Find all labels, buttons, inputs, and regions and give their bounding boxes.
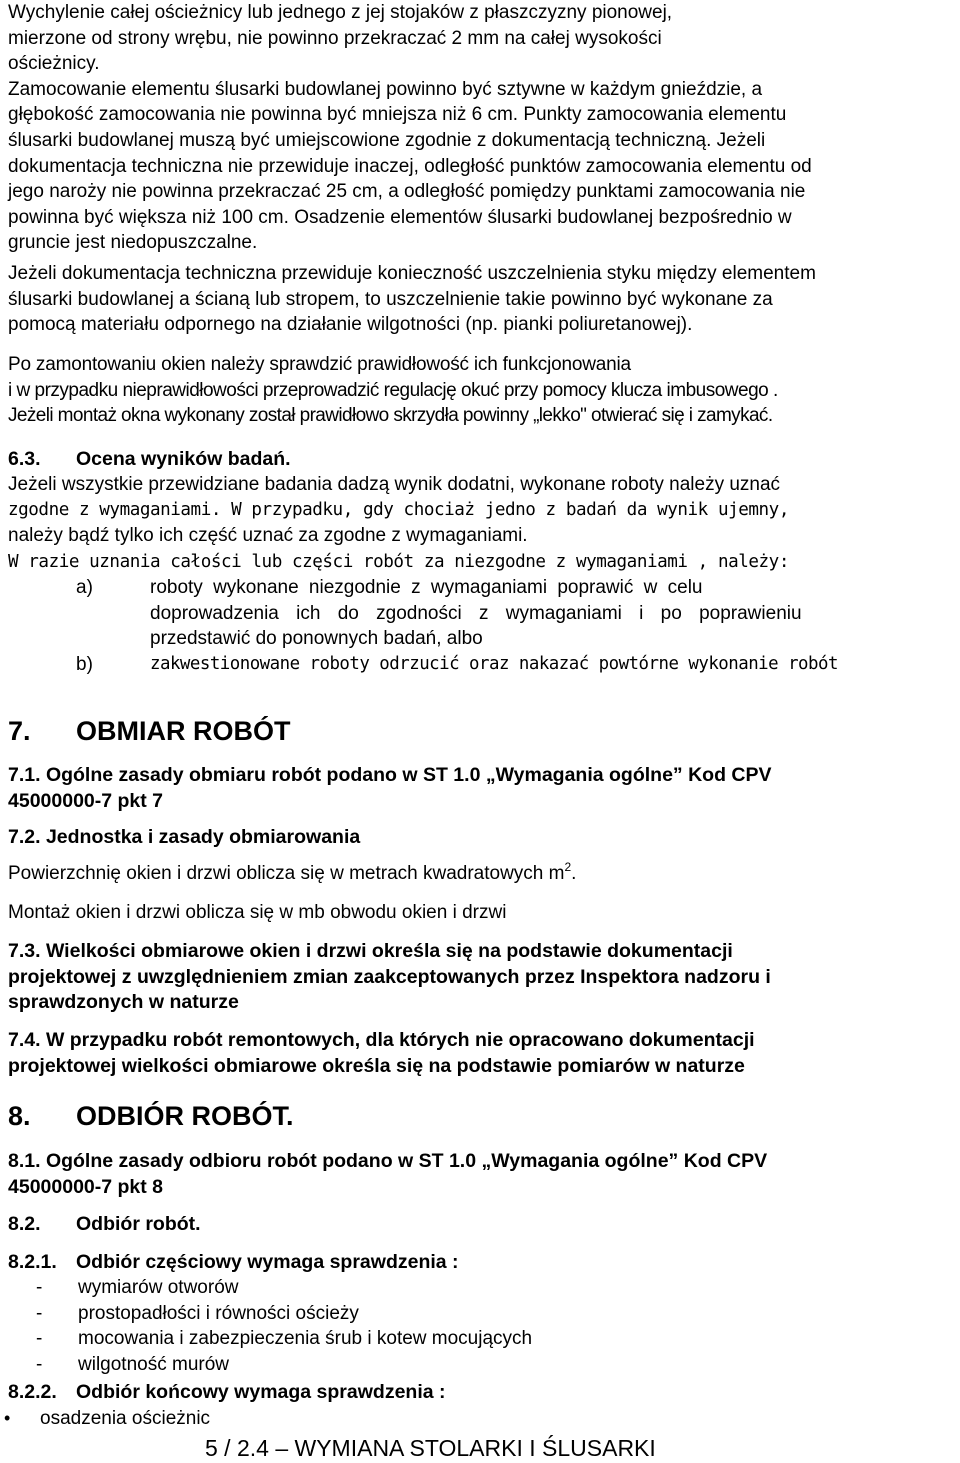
paragraph-frame-tolerance — [8, 0, 948, 256]
text-line: zgodne z wymaganiami. W przypadku, gdy chociaż jedno z badań da wynik ujemny, — [8, 499, 789, 520]
paragraph-area-measure: Powierzchnię okien i drzwi oblicza się w metrach kwadratowych $m^2$. — [8, 860, 577, 884]
section-heading-7-2: 7.2. Jednostka i zasady obmiarowania — [8, 826, 361, 848]
section-heading-8-2-1: 8.2.1. Odbiór częściowy wymaga sprawdzenia : — [8, 1251, 459, 1273]
partial-acceptance-list: - wymiarów otworów - prostopadłości i równości ościeży - mocowania i zabezpieczenia śrub i kotew mocujących - wilgotność murów — [36, 1277, 533, 1375]
paragraph-sealing — [8, 261, 948, 338]
section-heading-8-1: 8.1. Ogólne zasady odbioru robót podano w ST 1.0 „Wymagania ogólne” Kod CPV 45000000-7 pkt 8 — [8, 1150, 768, 1198]
section-heading-8-2-2: 8.2.2. Odbiór końcowy wymaga sprawdzenia : — [8, 1381, 446, 1403]
section-heading-8-2: 8.2. Odbiór robót. — [8, 1213, 201, 1235]
text-line: roboty wykonane niezgodnie z wymaganiami poprawić w celu — [150, 577, 703, 598]
text-line: gruncie jest niedopuszczalne. — [8, 232, 258, 254]
text-line: przedstawić do ponownych badań, albo — [150, 628, 483, 650]
text-line: jego naroży nie powinna przekraczać 25 cm, a odległość pomiędzy punktami zamocowania nie — [8, 181, 806, 203]
chapter-heading-8: 8. ODBIÓR ROBÓT. — [8, 1101, 294, 1131]
bullet-icon: • — [4, 1408, 11, 1428]
text-line: Jeżeli dokumentacja techniczna przewiduje konieczność uszczelnienia styku między elementem — [8, 263, 816, 284]
text-line: Po zamontowaniu okien należy sprawdzić prawidłowość ich funkcjonowania — [8, 354, 631, 375]
paragraph-after-installation — [8, 352, 948, 429]
text-line: Wychylenie całej ościeżnicy lub jednego z jej stojaków z płaszczyzny pionowej, — [8, 2, 673, 23]
text-line: mierzone od strony wrębu, nie powinno przekraczać 2 mm na całej wysokości — [8, 27, 662, 49]
text-line: powinna być większa niż 100 cm. Osadzenie elementów ślusarki budowlanej bezpośrednio w — [8, 206, 792, 228]
text-line: ślusarki budowlanej a ścianą lub stropem, to uszczelnienie takie powinno być wykonane za — [8, 288, 773, 310]
section-heading-6-3: 6.3. Ocena wyników badań. — [8, 448, 291, 470]
chapter-heading-7: 7. OBMIAR ROBÓT — [8, 716, 291, 746]
document-page: Wychylenie całej ościeżnicy lub jednego z jej stojaków z płaszczyzny pionowej, mierzone od strony wrębu, nie powinno przekraczać 2 mm na całej wysokości ościeżnicy. Zamocowanie elementu ślusarki budowlanej powinno być sztywne w każdym gnieździe, a głębokość zamocowania nie powinna być mniejsza niż 6 cm. Punkty zamocowania elementu ślusarki budowlanej muszą być umiejscowione zgodnie z dokumentacją techniczną. Jeżeli dokumentacja techniczna nie przewiduje inaczej, odległość punktów zamocowania elementu od jego naroży nie powinna przekraczać 25 cm, a odległość pomiędzy punktami zamocowania nie powinna być większa niż 100 cm. Osadzenie elementów ślusarki budowlanej bezpośrednio w gruncie jest niedopuszczalne. Jeżeli dokumentacja techniczna przewiduje konieczność uszczelnienia styku między elementem ślusarki budowlanej a ścianą lub stropem, to uszczelnienie takie powinno być wykonane za pomocą materiału odpornego na działanie wilgotności (np. pianki poliuretanowej). Po zamontowaniu okien należy sprawdzić prawidłowość ich funkcjonowania i w przypadku nieprawidłowości przeprowadzić regulację okuć przy pomocy klucza imbusowego . Jeżeli montaż okna wykonany został prawidłowo skrzydła powinny „lekko" otwierać się i zamykać. 6.3. Ocena wyników badań. Jeżeli wszystkie przewidziane badania dadzą wynik dodatni, wykonane roboty należy uznać zgodne z wymaganiami. W przypadku, gdy chociaż jedno z badań da wynik ujemny, należy bądź tylko ich część uznać za zgodne z wymaganiami. W razie uznania całości lub części robót za niezgodne z wymaganiami , należy: a) roboty wykonane niezgodnie z wymaganiami poprawić w celu doprowadzenia ich do zgodności z wymaganiami i po poprawieniu przedstawić do ponownych badań, albo b) zakwestionowane roboty odrzucić oraz nakazać powtórne wykonanie robót 7. OBMIAR ROBÓT 7.1. Ogólne zasady obmiaru robót podano w ST 1.0 „Wymagania ogólne” Kod CPV 45000000-7 pkt 7 7.2. Jednostka i zasady obmiarowania Powierzchnię okien i drzwi oblicza się w metrach kwadratowych $m^2$. Montaż okien i drzwi oblicza się w mb obwodu okien i drzwi 7.3. Wielkości obmiarowe okien i drzwi określa się na podstawie dokumentacji projektowej z uwzględnieniem zmian zaakceptowanych przez Inspektora nadzoru i sprawdzonych w naturze 7.4. W przypadku robót remontowych, dla których nie opracowano dokumentacji projektowej wielkości obmiarowe określa się na podstawie pomiarów w naturze 8. ODBIÓR ROBÓT. 8.1. Ogólne zasady odbioru robót podano w ST 1.0 „Wymagania ogólne” Kod CPV 45000000-7 pkt 8 8.2. Odbiór robót. 8.2.1. Odbiór częściowy wymaga sprawdzenia : - wymiarów otworów - prostopadłości i równości ościeży - mocowania i zabezpieczenia śrub i kotew mocujących - wilgotność murów 8.2.2. Odbiór końcowy wymaga sprawdzenia : • osadzenia ościeżnic 5 / 2.4 – WYMIANA STOLARKI I ŚLUSARKI — [0, 0, 960, 1463]
section-heading-7-3: 7.3. Wielkości obmiarowe okien i drzwi określa się na podstawie dokumentacji projektowej z uwzględnieniem zmian zaakceptowanych przez Inspektora nadzoru i sprawdzonych w naturze — [8, 940, 771, 1013]
final-acceptance-list: • osadzenia ościeżnic — [0, 1406, 950, 1432]
section-heading-7-4: 7.4. W przypadku robót remontowych, dla których nie opracowano dokumentacji projektowej wielkości obmiarowe określa się na podstawie pomiarów w naturze — [8, 1029, 755, 1077]
text-line: dokumentacja techniczna nie przewiduje inaczej, odległość punktów zamocowania elementu od — [8, 155, 812, 177]
text-line: Jeżeli wszystkie przewidziane badania dadzą wynik dodatni, wykonane roboty należy uznać — [8, 474, 781, 495]
section-heading-7-1: 7.1. Ogólne zasady obmiaru robót podano w ST 1.0 „Wymagania ogólne” Kod CPV 45000000-7 pkt 7 — [8, 764, 772, 812]
text-line: ościeżnicy. — [8, 53, 100, 75]
text-line: należy bądź tylko ich część uznać za zgodne z wymaganiami. — [8, 525, 528, 547]
paragraph-perimeter-measure: Montaż okien i drzwi oblicza się w mb obwodu okien i drzwi — [8, 902, 507, 923]
page-footer: 5 / 2.4 – WYMIANA STOLARKI I ŚLUSARKI — [205, 1435, 656, 1461]
text-line: i w przypadku nieprawidłowości przeprowadzić regulację okuć przy pomocy klucza imbusowego . — [8, 379, 778, 401]
text-line: głębokość zamocowania nie powinna być mniejsza niż 6 cm. Punkty zamocowania elementu — [8, 104, 787, 126]
text-line: doprowadzenia ich do zgodności z wymaganiami i po poprawieniu — [150, 602, 802, 624]
text-line: W razie uznania całości lub części robót za niezgodne z wymaganiami , należy: — [8, 551, 789, 572]
text-line: ślusarki budowlanej muszą być umiejscowione zgodnie z dokumentacją techniczną. Jeżeli — [8, 129, 766, 151]
text-line: Zamocowanie elementu ślusarki budowlanej powinno być sztywne w każdym gnieździe, a — [8, 78, 763, 100]
text-line: Jeżeli montaż okna wykonany został prawidłowo skrzydła powinny „lekko" otwierać się i zamykać. — [8, 405, 773, 427]
text-line: pomocą materiału odpornego na działanie wilgotności (np. pianki poliuretanowej). — [8, 314, 693, 336]
paragraph-test-results — [8, 472, 948, 575]
